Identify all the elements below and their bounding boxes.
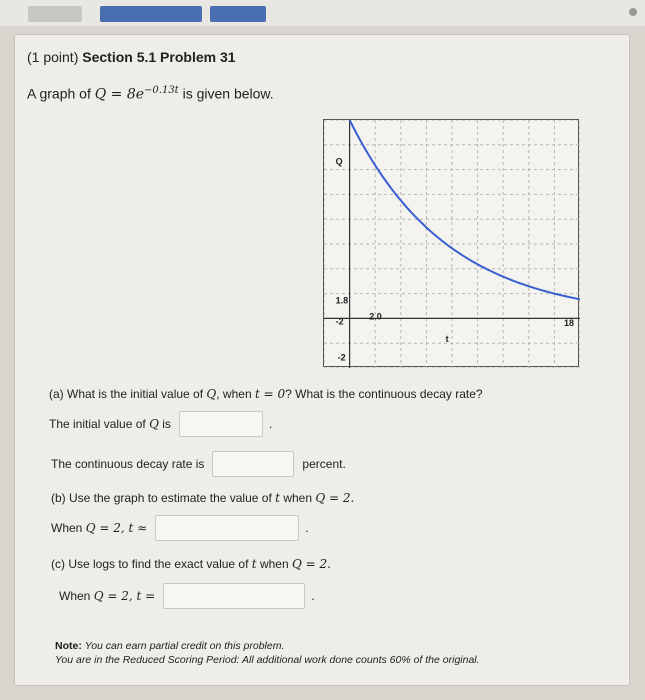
problem-intro [27, 85, 274, 103]
decay-rate-input[interactable] [212, 451, 294, 477]
note-line1: You can earn partial credit on this problem. [84, 640, 285, 652]
initial-label-var: Q [149, 417, 159, 431]
status-dot [629, 8, 637, 16]
qb-var: t [275, 491, 280, 505]
formula: Q = 8e [94, 86, 145, 103]
qc-answer-prefix: When [59, 589, 91, 603]
qa-text-end: ? What is the continuous decay rate? [285, 387, 483, 401]
qc-answer-cond: Q = 2, t = [93, 589, 156, 603]
intro-prefix: A graph of [27, 85, 91, 102]
initial-value-row [49, 411, 272, 437]
initial-period: . [268, 417, 273, 431]
initial-label-start: The initial value of [49, 417, 146, 431]
qa-text-start: (a) What is the initial value of [49, 387, 204, 401]
decay-curve [350, 120, 580, 299]
formula-exponent: −0.13t [144, 85, 179, 96]
t-exact-input[interactable] [163, 583, 305, 609]
x-axis-label: t [445, 333, 449, 344]
tick-label-y-bottom: -2 [337, 352, 346, 363]
qb-cond: Q = 2. [315, 491, 355, 505]
qb-text-start: (b) Use the graph to estimate the value of [51, 491, 272, 505]
y-axis-label: Q [335, 156, 343, 167]
qb-answer-prefix: When [51, 521, 83, 535]
problem-points: (1 point) [27, 49, 79, 65]
tick-label-y-top: 1.8 [335, 295, 349, 306]
note-label: Note: [55, 640, 82, 652]
qc-cond: Q = 2. [291, 557, 331, 571]
question-b [51, 491, 354, 505]
qa-text-mid: , when [216, 387, 252, 401]
t-estimate-input[interactable] [155, 515, 299, 541]
problem-list-button[interactable] [100, 6, 202, 22]
intro-suffix: is given below. [182, 85, 274, 102]
problem-section: Section 5.1 Problem 31 [82, 49, 236, 65]
qb-answer-cond: Q = 2, t ≈ [85, 521, 148, 535]
problem-header [27, 49, 236, 65]
decay-rate-row [51, 451, 346, 477]
qc-text-mid: when [259, 557, 289, 571]
question-a [49, 387, 483, 401]
tick-label-x-right: 18 [564, 317, 575, 328]
note-line2: You are in the Reduced Scoring Period: All additional work done counts 60% of the original. [55, 654, 480, 666]
qc-text-start: (c) Use logs to find the exact value of [51, 557, 249, 571]
question-c [51, 557, 331, 571]
estimate-period: . [305, 521, 309, 535]
decay-chart-svg [324, 120, 580, 368]
t-exact-row [59, 583, 315, 609]
decay-graph [323, 119, 579, 367]
top-navigation-bar [0, 0, 645, 26]
decay-label: The continuous decay rate is [51, 457, 205, 471]
qb-text-mid: when [283, 491, 312, 505]
next-problem-button[interactable] [210, 6, 266, 22]
t-estimate-row [51, 515, 309, 541]
qc-var: t [251, 557, 257, 571]
qa-cond: t = 0 [254, 387, 286, 401]
decay-unit: percent. [302, 457, 346, 471]
exact-period: . [311, 589, 315, 603]
credit-note [55, 639, 480, 667]
qa-var: Q [206, 387, 217, 401]
initial-label-end: is [162, 417, 171, 431]
previous-problem-button[interactable] [28, 6, 82, 22]
initial-value-input[interactable] [179, 411, 263, 437]
tick-label-x-mid: 2.0 [369, 311, 382, 322]
tick-label-x-left: -2 [335, 316, 344, 327]
problem-card [14, 34, 630, 686]
